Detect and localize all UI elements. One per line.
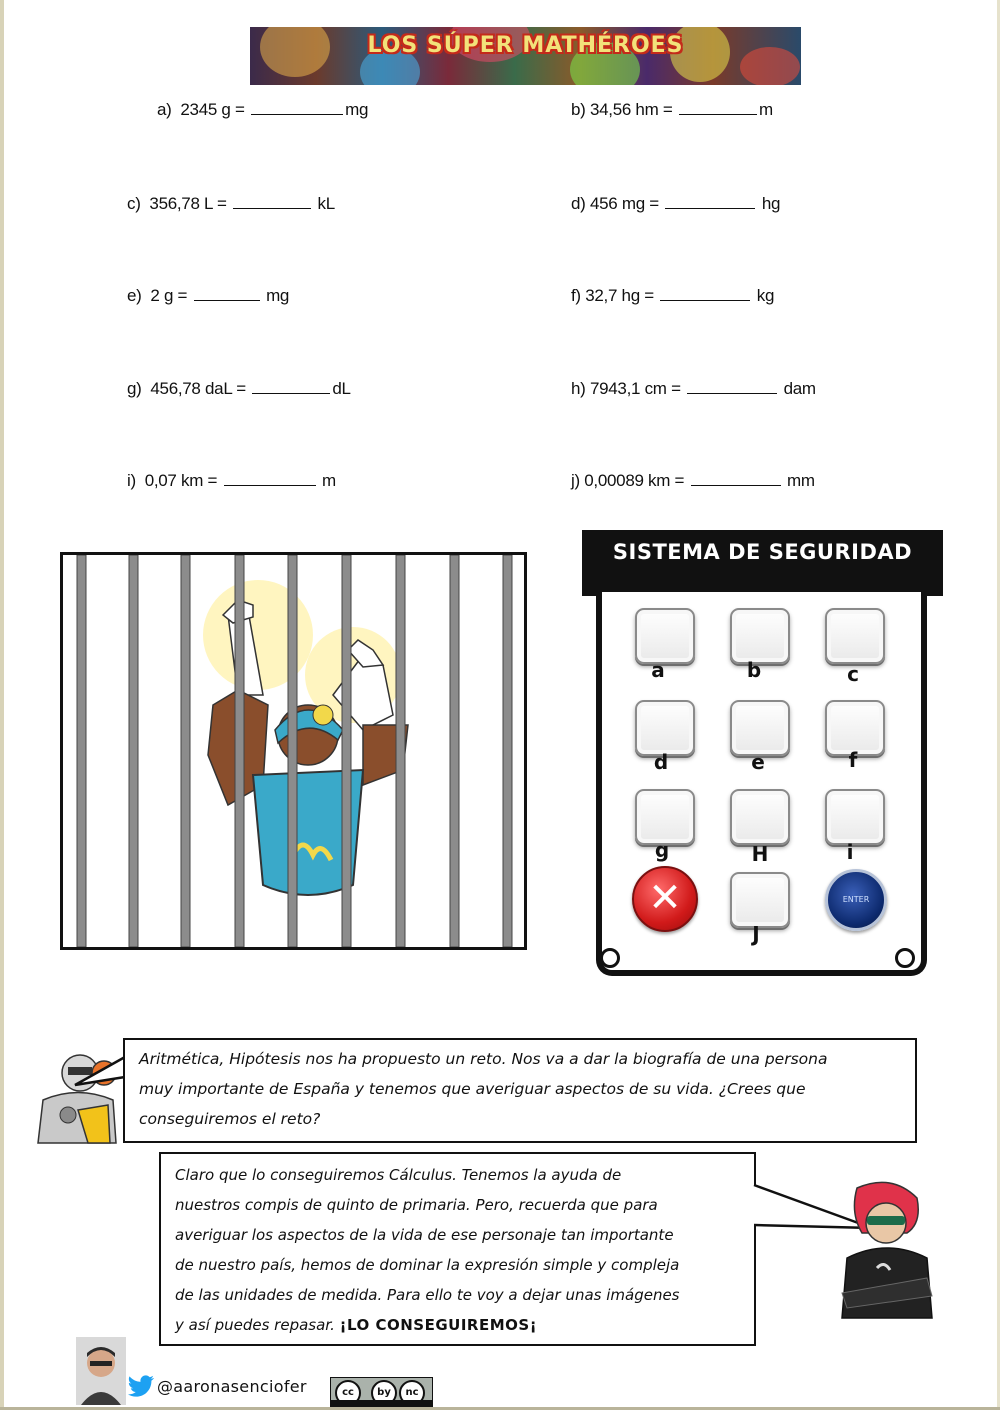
exercise-letter: a) (157, 100, 172, 119)
security-keypad (582, 530, 943, 978)
exercise-letter: c) (127, 194, 141, 213)
exercise-letter: i) (127, 471, 136, 490)
exercise-unit: dL (332, 379, 351, 398)
speech-tail (70, 1055, 130, 1095)
dialogue-line: de nuestro país, hemos de dominar la expresión simple y compleja (175, 1256, 680, 1274)
exercise-letter: f) (571, 286, 581, 305)
exercise-unit: hg (761, 194, 781, 213)
security-title: SISTEMA DE SEGURIDAD (582, 530, 943, 596)
key-b[interactable] (730, 608, 790, 664)
key-h[interactable] (730, 789, 790, 845)
exercise-i (127, 471, 336, 491)
frame-corner-dot (895, 948, 915, 968)
dialogue-line: conseguiremos el reto? (139, 1110, 321, 1128)
page-edge (0, 0, 4, 1410)
exercise-quantity: 0,07 km = (144, 471, 218, 490)
dialogue-line: Claro que lo conseguiremos Cálculus. Tenemos la ayuda de (175, 1166, 622, 1184)
key-i[interactable] (825, 789, 885, 845)
exercise-d (571, 194, 780, 214)
dialogue-line: nuestros compis de quinto de primaria. Pero, recuerda que para (175, 1196, 658, 1214)
answer-blank[interactable] (251, 100, 343, 115)
exercise-letter: j) (571, 471, 580, 490)
cancel-button[interactable]: ✕ (632, 866, 698, 932)
exercise-quantity: 2345 g = (180, 100, 245, 119)
exercise-quantity: 356,78 L = (149, 194, 227, 213)
aritmetica-character (822, 1178, 942, 1328)
key-j[interactable] (730, 872, 790, 928)
answer-blank[interactable] (233, 194, 311, 209)
exercise-letter: d) (571, 194, 586, 213)
answer-blank[interactable] (660, 286, 750, 301)
author-handle[interactable]: @aaronasenciofer (157, 1377, 307, 1396)
exercise-unit: dam (783, 379, 816, 398)
exercise-letter: e) (127, 286, 142, 305)
exercise-h (571, 379, 816, 399)
enter-button[interactable]: ENTER (825, 869, 887, 931)
key-label-c: c (847, 662, 859, 686)
answer-blank[interactable] (224, 471, 316, 486)
answer-blank[interactable] (687, 379, 777, 394)
speech-bubble-aritmetica (159, 1152, 756, 1346)
key-label-b: b (746, 658, 762, 682)
exercise-letter: b) (571, 100, 586, 119)
key-label-f: f (848, 748, 858, 772)
key-label-g: g (654, 838, 670, 862)
key-label-i: i (846, 840, 854, 864)
answer-blank[interactable] (691, 471, 781, 486)
exercise-unit: m (758, 100, 773, 119)
exercise-unit: mm (787, 471, 815, 490)
banner-title: LOS SÚPER MATHÉROES (367, 33, 684, 58)
answer-blank[interactable] (194, 286, 260, 301)
key-e[interactable] (730, 700, 790, 756)
key-a[interactable] (635, 608, 695, 664)
cc-strip (331, 1400, 432, 1406)
author-avatar (76, 1337, 126, 1405)
answer-blank[interactable] (679, 100, 757, 115)
answer-blank[interactable] (665, 194, 755, 209)
caged-hero-illustration (63, 555, 524, 947)
exercise-quantity: 456,78 daL = (150, 379, 246, 398)
exercise-unit: kL (317, 194, 335, 213)
dialogue-line: de las unidades de medida. Para ello te voy a dejar unas imágenes (175, 1286, 680, 1304)
key-c[interactable] (825, 608, 885, 664)
key-label-h: H (751, 842, 769, 866)
exercise-unit: mg (345, 100, 369, 119)
exercise-g (127, 379, 351, 399)
answer-blank[interactable] (252, 379, 330, 394)
exercise-quantity: 32,7 hg = (585, 286, 654, 305)
dialogue-line: y así puedes repasar. (175, 1316, 335, 1334)
exercise-quantity: 34,56 hm = (589, 100, 673, 119)
twitter-icon (127, 1375, 155, 1399)
exercise-quantity: 0,00089 km = (584, 471, 685, 490)
key-label-d: d (653, 750, 669, 774)
exercise-letter: g) (127, 379, 142, 398)
nc-icon: nc (399, 1380, 425, 1406)
exercise-c (127, 194, 335, 214)
cc-license-badge[interactable] (330, 1377, 433, 1407)
key-g[interactable] (635, 789, 695, 845)
key-label-e: e (751, 750, 765, 774)
dialogue-emphasis: ¡LO CONSEGUIREMOS¡ (339, 1316, 538, 1334)
exercise-j (571, 471, 815, 491)
exercise-f (571, 286, 774, 306)
dialogue-line: averiguar los aspectos de la vida de ese personaje tan importante (175, 1226, 674, 1244)
exercise-unit: m (322, 471, 336, 490)
exercise-e (127, 286, 289, 306)
exercise-quantity: 456 mg = (589, 194, 659, 213)
speech-bubble-calculus (123, 1038, 917, 1143)
cage-illustration (60, 552, 527, 950)
exercise-quantity: 7943,1 cm = (589, 379, 681, 398)
dialogue-line: muy importante de España y tenemos que averiguar aspectos de su vida. ¿Crees que (139, 1080, 806, 1098)
key-label-a: a (651, 658, 665, 682)
by-icon: by (371, 1380, 397, 1406)
dialogue-line: Aritmética, Hipótesis nos ha propuesto un reto. Nos va a dar la biografía de una persona (139, 1050, 828, 1068)
key-label-j: J (752, 922, 760, 946)
key-d[interactable] (635, 700, 695, 756)
exercise-unit: mg (266, 286, 290, 305)
exercise-b (571, 100, 773, 120)
frame-corner-dot (600, 948, 620, 968)
title-banner (250, 27, 801, 85)
exercise-a (157, 100, 368, 120)
exercise-quantity: 2 g = (150, 286, 188, 305)
cc-icon: cc (335, 1380, 361, 1406)
exercise-unit: kg (756, 286, 775, 305)
exercise-letter: h) (571, 379, 586, 398)
